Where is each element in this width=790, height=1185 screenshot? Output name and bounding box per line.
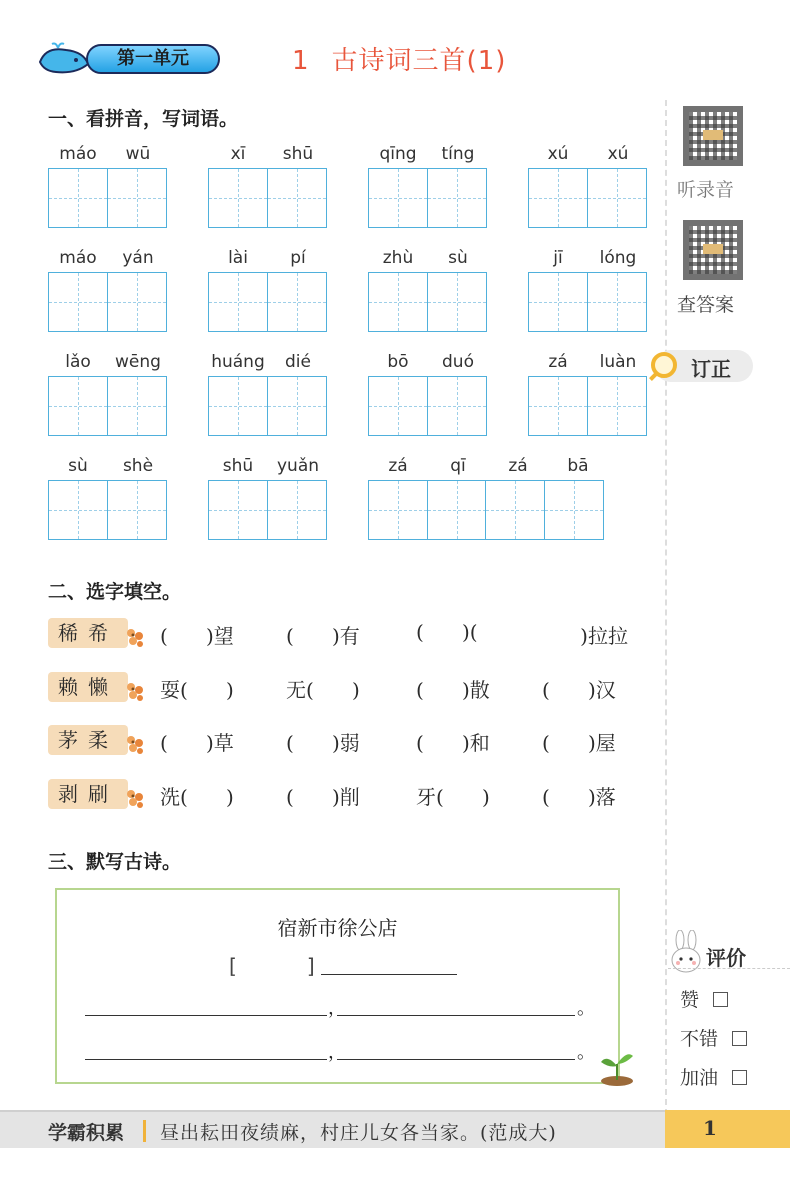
pinyin-syllable: qī bbox=[450, 456, 466, 476]
pinyin-syllable: lǎo bbox=[65, 352, 91, 372]
writing-cell[interactable] bbox=[368, 272, 428, 332]
poem-blank[interactable] bbox=[337, 1015, 575, 1016]
writing-grid bbox=[208, 168, 327, 228]
pinyin-syllable: tíng bbox=[441, 144, 475, 164]
answer-label: 查答案 bbox=[677, 294, 735, 316]
pinyin-row bbox=[208, 456, 328, 478]
writing-cell[interactable] bbox=[208, 168, 268, 228]
poem-line-2 bbox=[85, 1040, 595, 1064]
writing-cell[interactable] bbox=[107, 168, 167, 228]
evaluation-heading: 评价 bbox=[706, 946, 746, 970]
pinyin-syllable: pí bbox=[290, 248, 306, 268]
pinyin-syllable: xī bbox=[230, 144, 246, 164]
writing-cell[interactable] bbox=[368, 168, 428, 228]
pinyin-row bbox=[48, 456, 168, 478]
writing-cell[interactable] bbox=[528, 376, 588, 436]
pinyin-row bbox=[528, 352, 648, 374]
flower-icon bbox=[122, 678, 148, 704]
writing-grid bbox=[208, 480, 327, 540]
writing-grid bbox=[208, 272, 327, 332]
pinyin-syllable: xú bbox=[607, 144, 629, 164]
fill-in-blank[interactable]: ( )屋 bbox=[542, 731, 616, 755]
footer-bar bbox=[0, 1110, 665, 1148]
pinyin-syllable: zá bbox=[508, 456, 528, 476]
section1-heading: 一、看拼音，写词语。 bbox=[48, 108, 239, 130]
writing-cell[interactable] bbox=[48, 168, 108, 228]
poem-period: 。 bbox=[577, 1042, 595, 1063]
poem-comma: ， bbox=[328, 1042, 346, 1063]
page-number-tab bbox=[665, 1110, 790, 1148]
pinyin-syllable: yán bbox=[122, 248, 154, 268]
pinyin-row bbox=[368, 352, 488, 374]
author-bracket-close: ] bbox=[306, 954, 315, 978]
pinyin-syllable: zhù bbox=[382, 248, 414, 268]
checkbox[interactable] bbox=[713, 992, 728, 1007]
pinyin-syllable: xú bbox=[547, 144, 569, 164]
page-title bbox=[292, 40, 506, 77]
listen-qr-code[interactable] bbox=[683, 106, 743, 166]
writing-cell[interactable] bbox=[107, 272, 167, 332]
pinyin-syllable: wū bbox=[125, 144, 151, 164]
pinyin-syllable: yuǎn bbox=[276, 456, 320, 476]
writing-grid bbox=[48, 376, 167, 436]
pinyin-row bbox=[208, 144, 328, 166]
sprout-icon bbox=[597, 1050, 637, 1086]
unit-badge bbox=[36, 34, 189, 80]
writing-grid bbox=[48, 168, 167, 228]
writing-grid bbox=[528, 168, 647, 228]
poem-blank[interactable] bbox=[85, 1059, 327, 1060]
author-bracket-open: [ bbox=[229, 954, 237, 978]
poem-line-1 bbox=[85, 996, 595, 1020]
writing-cell[interactable] bbox=[267, 376, 327, 436]
flower-icon bbox=[122, 624, 148, 650]
fill-in-row bbox=[48, 725, 648, 759]
evaluation-divider bbox=[668, 968, 790, 969]
fill-in-blank[interactable]: ( )( bbox=[416, 620, 478, 644]
writing-cell[interactable] bbox=[544, 480, 604, 540]
writing-cell[interactable] bbox=[427, 480, 487, 540]
fill-in-blank[interactable]: ( )落 bbox=[542, 785, 616, 809]
writing-cell[interactable] bbox=[107, 480, 167, 540]
footer-label: 学霸积累 bbox=[48, 1122, 125, 1144]
pinyin-syllable: bō bbox=[387, 352, 409, 372]
poem-box bbox=[55, 888, 620, 1084]
writing-cell[interactable] bbox=[587, 168, 647, 228]
writing-grid bbox=[368, 168, 487, 228]
poem-period: 。 bbox=[577, 998, 595, 1019]
pinyin-syllable: sù bbox=[68, 456, 88, 476]
lesson-title: 古诗词三首(1) bbox=[331, 46, 507, 76]
writing-grid bbox=[528, 376, 647, 436]
poem-title: 宿新市徐公店 bbox=[277, 916, 398, 940]
pinyin-syllable: jī bbox=[553, 248, 563, 268]
fill-in-blank[interactable]: ( )削 bbox=[286, 785, 360, 809]
footer-separator bbox=[143, 1120, 146, 1142]
character-choice-tag: 赖懒 bbox=[48, 672, 128, 702]
writing-cell[interactable] bbox=[427, 376, 487, 436]
writing-cell[interactable] bbox=[48, 376, 108, 436]
poem-blank[interactable] bbox=[85, 1015, 327, 1016]
fill-in-blank[interactable]: ( )望 bbox=[160, 624, 234, 648]
pinyin-syllable: máo bbox=[59, 248, 97, 268]
pinyin-syllable: wēng bbox=[115, 352, 161, 372]
pinyin-syllable: dié bbox=[285, 352, 311, 372]
fill-in-blank[interactable]: ( )弱 bbox=[286, 731, 360, 755]
unit-label: 第一单元 bbox=[86, 44, 220, 74]
listen-label: 听录音 bbox=[677, 179, 735, 201]
author-field bbox=[229, 954, 457, 978]
fill-in-blank[interactable]: 耍( ) bbox=[160, 678, 234, 702]
pinyin-row bbox=[208, 352, 328, 374]
writing-cell[interactable] bbox=[48, 480, 108, 540]
section2-heading: 二、选字填空。 bbox=[48, 581, 182, 603]
writing-cell[interactable] bbox=[208, 480, 268, 540]
correct-tag bbox=[655, 350, 753, 382]
pinyin-syllable: shū bbox=[222, 456, 254, 476]
fill-in-blank[interactable]: 牙( ) bbox=[416, 785, 490, 809]
pinyin-syllable: bā bbox=[567, 456, 589, 476]
writing-grid bbox=[368, 272, 487, 332]
eval-option-great[interactable]: 赞 bbox=[680, 985, 728, 1012]
pinyin-syllable: luàn bbox=[599, 352, 637, 372]
pinyin-syllable: lài bbox=[228, 248, 248, 268]
checkbox[interactable] bbox=[732, 1031, 747, 1046]
fill-in-blank[interactable]: ( )散 bbox=[416, 678, 490, 702]
eval-option-keep-going[interactable]: 加油 bbox=[680, 1063, 747, 1090]
writing-cell[interactable] bbox=[208, 272, 268, 332]
pinyin-row bbox=[528, 144, 648, 166]
writing-grid bbox=[208, 376, 327, 436]
answer-qr-code[interactable] bbox=[683, 220, 743, 280]
writing-cell[interactable] bbox=[427, 272, 487, 332]
lesson-number: 1 bbox=[292, 46, 310, 76]
writing-cell[interactable] bbox=[587, 272, 647, 332]
fill-in-blank[interactable]: ( )和 bbox=[416, 731, 490, 755]
writing-cell[interactable] bbox=[587, 376, 647, 436]
pinyin-row bbox=[528, 248, 648, 270]
pinyin-row bbox=[48, 352, 168, 374]
pinyin-syllable: máo bbox=[59, 144, 97, 164]
writing-grid bbox=[48, 272, 167, 332]
pinyin-syllable: huáng bbox=[211, 352, 265, 372]
pinyin-syllable: qīng bbox=[379, 144, 417, 164]
flower-icon bbox=[122, 731, 148, 757]
fill-in-row bbox=[48, 618, 648, 652]
writing-cell[interactable] bbox=[528, 168, 588, 228]
magnifier-icon bbox=[651, 352, 677, 378]
character-choice-tag: 茅柔 bbox=[48, 725, 128, 755]
character-choice-tag: 稀希 bbox=[48, 618, 128, 648]
page-number: 1 bbox=[703, 1116, 717, 1140]
pinyin-syllable: shū bbox=[282, 144, 314, 164]
writing-grid bbox=[48, 480, 167, 540]
writing-cell[interactable] bbox=[267, 272, 327, 332]
footer-quote: 昼出耘田夜绩麻，村庄儿女各当家。(范成大) bbox=[160, 1122, 557, 1144]
checkbox[interactable] bbox=[732, 1070, 747, 1085]
fill-in-row bbox=[48, 779, 648, 813]
character-choice-tag: 剥刷 bbox=[48, 779, 128, 809]
author-blank[interactable] bbox=[321, 974, 457, 975]
whale-icon bbox=[36, 42, 92, 76]
writing-cell[interactable] bbox=[267, 168, 327, 228]
correct-label: 订正 bbox=[691, 357, 731, 381]
pinyin-row bbox=[368, 456, 608, 478]
pinyin-row bbox=[48, 144, 168, 166]
pinyin-syllable: zá bbox=[388, 456, 408, 476]
writing-cell[interactable] bbox=[485, 480, 545, 540]
writing-cell[interactable] bbox=[368, 480, 428, 540]
pinyin-row bbox=[368, 248, 488, 270]
fill-in-blank[interactable]: ( )草 bbox=[160, 731, 234, 755]
writing-cell[interactable] bbox=[427, 168, 487, 228]
flower-icon bbox=[122, 785, 148, 811]
fill-in-blank[interactable]: ( )有 bbox=[286, 624, 360, 648]
section3-heading: 三、默写古诗。 bbox=[48, 851, 182, 873]
fill-in-blank[interactable]: ( )汉 bbox=[542, 678, 616, 702]
writing-grid bbox=[368, 376, 487, 436]
writing-cell[interactable] bbox=[267, 480, 327, 540]
writing-cell[interactable] bbox=[528, 272, 588, 332]
pinyin-syllable: lóng bbox=[599, 248, 637, 268]
pinyin-syllable: zá bbox=[548, 352, 568, 372]
fill-in-blank[interactable]: 洗( ) bbox=[160, 785, 234, 809]
eval-option-good[interactable]: 不错 bbox=[680, 1024, 747, 1051]
poem-blank[interactable] bbox=[337, 1059, 575, 1060]
writing-cell[interactable] bbox=[208, 376, 268, 436]
writing-cell[interactable] bbox=[368, 376, 428, 436]
fill-in-row bbox=[48, 672, 648, 706]
writing-grid bbox=[528, 272, 647, 332]
poem-comma: ， bbox=[328, 998, 346, 1019]
pinyin-syllable: shè bbox=[122, 456, 154, 476]
fill-in-blank[interactable]: 无( ) bbox=[286, 678, 360, 702]
writing-grid bbox=[368, 480, 604, 540]
writing-cell[interactable] bbox=[107, 376, 167, 436]
pinyin-row bbox=[208, 248, 328, 270]
pinyin-row bbox=[48, 248, 168, 270]
fill-in-blank[interactable]: )拉拉 bbox=[542, 624, 628, 648]
pinyin-row bbox=[368, 144, 488, 166]
pinyin-syllable: duó bbox=[442, 352, 474, 372]
writing-cell[interactable] bbox=[48, 272, 108, 332]
pinyin-syllable: sù bbox=[448, 248, 468, 268]
